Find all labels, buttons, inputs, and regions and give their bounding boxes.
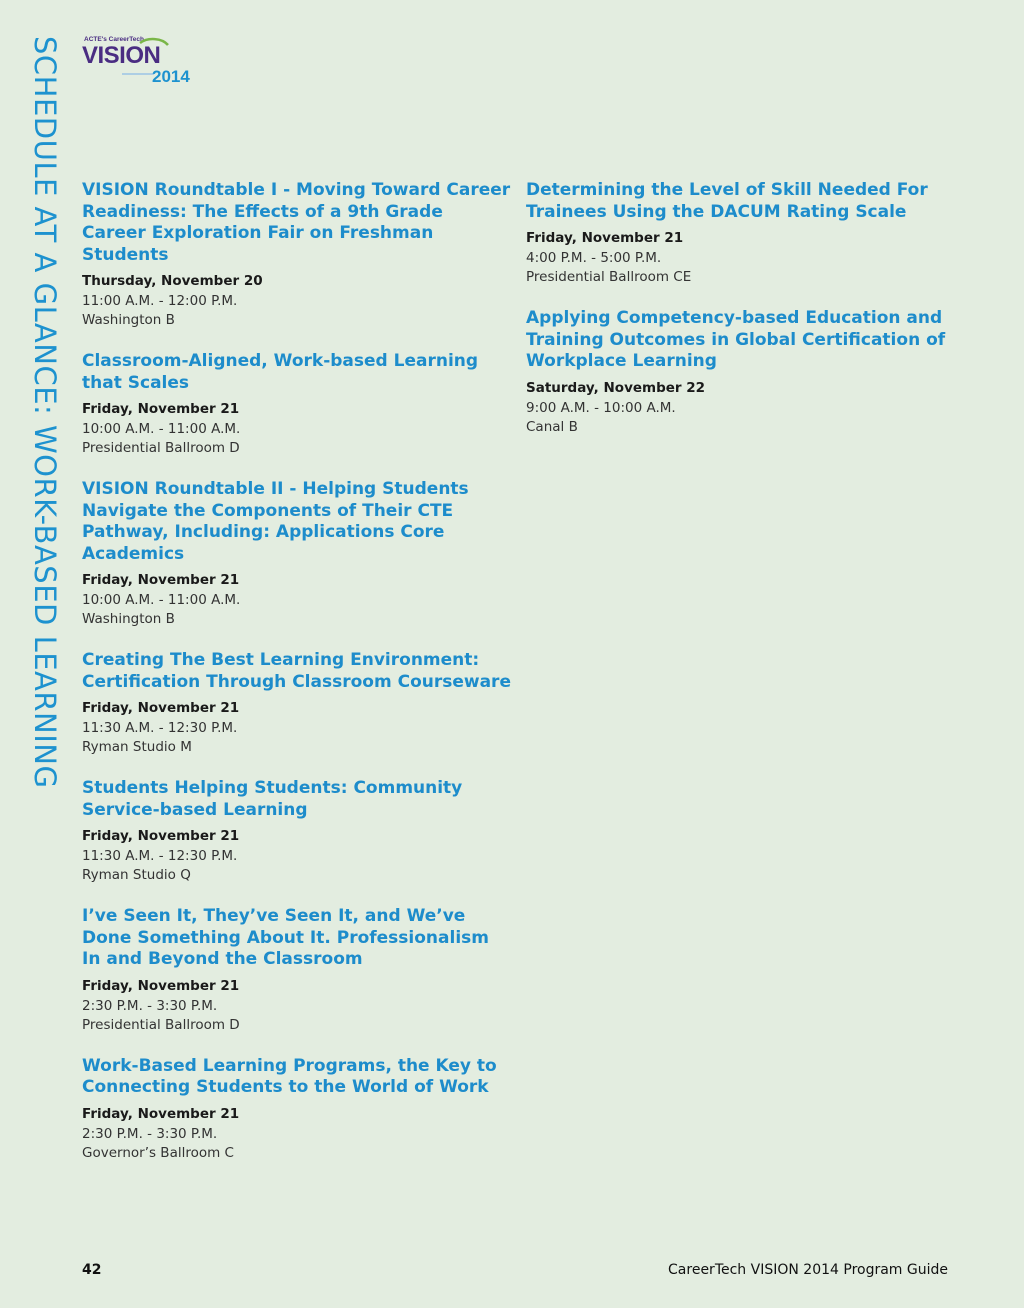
session <box>82 650 512 757</box>
session-title: Creating The Best Learning Environment: Certification Through Classroom Courseware <box>82 650 511 692</box>
session-time: 11:30 A.M. - 12:30 P.M. <box>82 720 238 736</box>
side-title: SCHEDULE AT A GLANCE: WORK-BASED LEARNING <box>28 36 62 789</box>
session-day: Friday, November 21 <box>82 700 240 716</box>
session <box>82 479 512 629</box>
page-number: 42 <box>82 1262 102 1278</box>
session <box>82 351 512 458</box>
left-column <box>82 180 512 1184</box>
session-room: Ryman Studio M <box>82 739 192 755</box>
session <box>526 308 946 437</box>
session-day: Friday, November 21 <box>82 572 240 588</box>
session-day: Friday, November 21 <box>82 977 240 994</box>
logo-main-text: VISION <box>82 42 161 69</box>
session-room: Washington B <box>82 611 175 627</box>
vision-2014-logo <box>82 34 206 86</box>
session <box>82 778 512 885</box>
session-title: VISION Roundtable I - Moving Toward Career Readiness: The Effects of a 9th Grade Career Exploration Fair on Freshman Students <box>82 180 511 265</box>
session-time: 11:30 A.M. - 12:30 P.M. <box>82 848 238 864</box>
session-time: 2:30 P.M. - 3:30 P.M. <box>82 997 218 1014</box>
session-time: 11:00 A.M. - 12:00 P.M. <box>82 293 238 309</box>
session-title: VISION Roundtable II - Helping Students Navigate the Components of Their CTE Pathway, Including: Applications Core Academics <box>82 479 469 564</box>
session-room: Canal B <box>526 418 578 435</box>
session <box>82 906 512 1035</box>
session <box>82 180 512 330</box>
session-day: Friday, November 21 <box>526 230 684 246</box>
session-time: 2:30 P.M. - 3:30 P.M. <box>82 1125 218 1142</box>
session-day: Thursday, November 20 <box>82 273 263 289</box>
session-room: Presidential Ballroom CE <box>526 269 692 285</box>
session-time: 10:00 A.M. - 11:00 A.M. <box>82 421 241 437</box>
session-day: Friday, November 21 <box>82 1105 240 1122</box>
right-column <box>526 180 946 458</box>
session-title: I’ve Seen It, They’ve Seen It, and We’ve Done Something About It. Professionalism In and Beyond the Classroom <box>82 906 489 969</box>
session-room: Presidential Ballroom D <box>82 440 240 456</box>
session-title: Work-Based Learning Programs, the Key to Connecting Students to the World of Work <box>82 1055 497 1097</box>
session-title: Classroom-Aligned, Work-based Learning that Scales <box>82 351 479 393</box>
logo-year: 2014 <box>152 67 190 86</box>
session-title: Students Helping Students: Community Service-based Learning <box>82 778 463 820</box>
session-room: Washington B <box>82 312 175 328</box>
session-room: Governor’s Ballroom C <box>82 1144 234 1161</box>
session-day: Friday, November 21 <box>82 828 240 844</box>
session <box>82 1056 512 1163</box>
session-time: 9:00 A.M. - 10:00 A.M. <box>526 399 676 416</box>
guide-title: CareerTech VISION 2014 Program Guide <box>668 1262 948 1278</box>
logo-top-text: ACTE's CareerTech <box>84 36 144 43</box>
session-time: 10:00 A.M. - 11:00 A.M. <box>82 592 241 608</box>
session-title: Determining the Level of Skill Needed For Trainees Using the DACUM Rating Scale <box>526 180 928 222</box>
session-time: 4:00 P.M. - 5:00 P.M. <box>526 250 662 266</box>
session-day: Saturday, November 22 <box>526 379 706 396</box>
session-room: Ryman Studio Q <box>82 867 191 883</box>
session <box>526 180 946 287</box>
session-title: Applying Competency-based Education and Training Outcomes in Global Certification of Workplace Learning <box>526 308 946 371</box>
session-room: Presidential Ballroom D <box>82 1016 240 1033</box>
session-day: Friday, November 21 <box>82 401 240 417</box>
